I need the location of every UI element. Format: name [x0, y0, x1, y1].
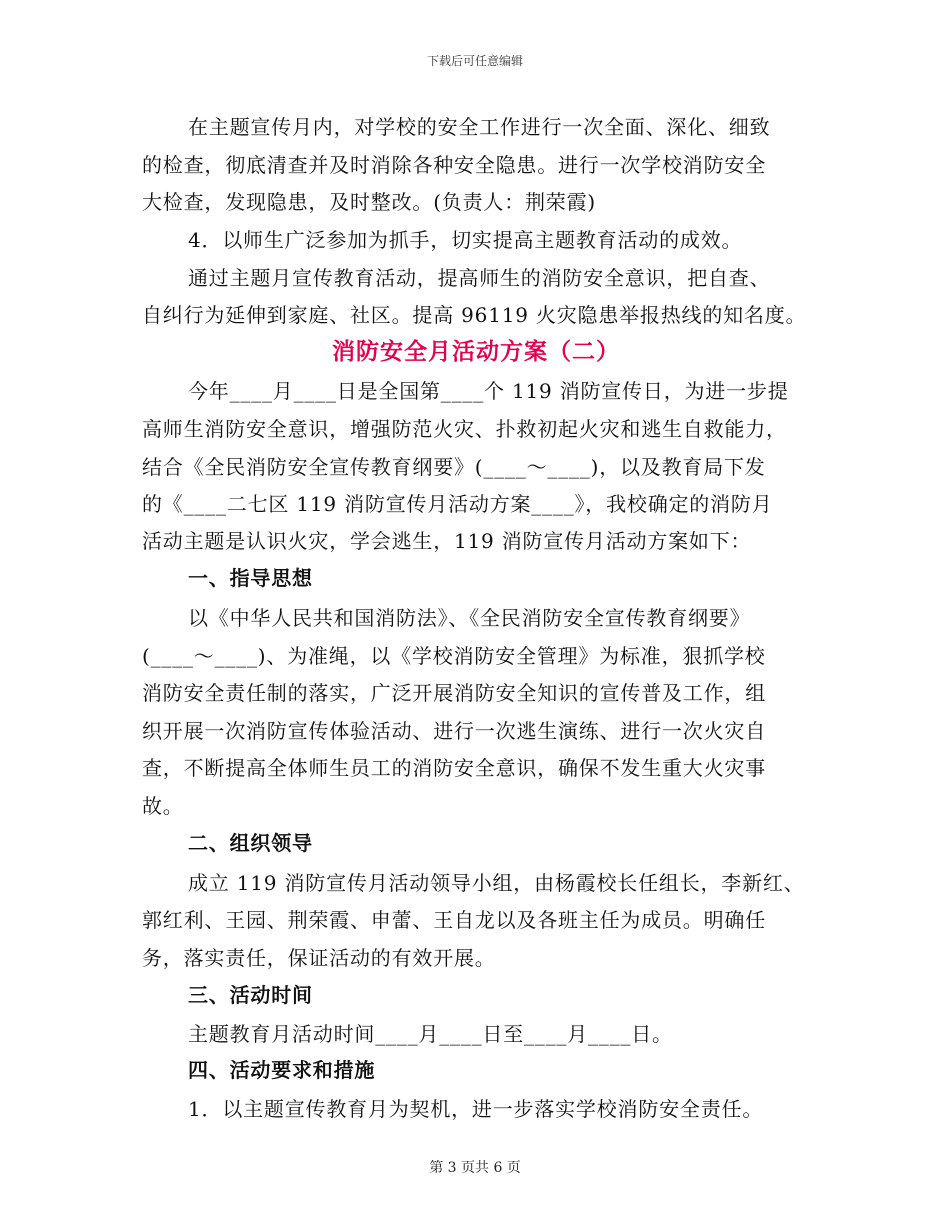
paragraph-line: 大检查，发现隐患，及时整改。(负责人：荆荣霞)	[142, 190, 597, 214]
paragraph-line: 务，落实责任，保证活动的有效开展。	[142, 946, 496, 970]
paragraph-line: 活动主题是认识火灾，学会逃生，119 消防宣传月活动方案如下：	[142, 529, 752, 553]
paragraph-line: 成立 119 消防宣传月活动领导小组，由杨霞校长任组长，李新红、	[188, 871, 805, 895]
paragraph-line: 的检查，彻底清查并及时消除各种安全隐患。进行一次学校消防安全	[142, 153, 766, 177]
paragraph-line: 以《中华人民共和国消防法》、《全民消防安全宣传教育纲要》	[188, 606, 751, 630]
paragraph-line: 自纠行为延伸到家庭、社区。提高 96119 火灾隐患举报热线的知名度。	[142, 303, 807, 327]
paragraph-line: 在主题宣传月内，对学校的安全工作进行一次全面、深化、细致	[188, 115, 771, 139]
paragraph-line: 织开展一次消防宣传体验活动、进行一次逃生演练、进行一次火灾自	[142, 719, 766, 743]
paragraph-line: 4．以师生广泛参加为抓手，切实提高主题教育活动的成效。	[188, 228, 743, 252]
heading-organization: 二、组织领导	[188, 831, 313, 855]
paragraph-line: 1．以主题宣传教育月为契机，进一步落实学校消防安全责任。	[188, 1097, 764, 1121]
heading-requirements: 四、活动要求和措施	[188, 1058, 376, 1082]
page-header: 下载后可任意编辑	[426, 54, 523, 68]
heading-activity-time: 三、活动时间	[188, 983, 313, 1007]
paragraph-line: 的《____二七区 119 消防宣传月活动方案____》，我校确定的消防月	[142, 492, 773, 516]
paragraph-line: 通过主题月宣传教育活动，提高师生的消防安全意识，把自查、	[188, 266, 771, 290]
paragraph-line: (____～____)、为准绳，以《学校消防安全管理》为标准，狠抓学校	[142, 644, 766, 668]
paragraph-line: 主题教育月活动时间____月____日至____月____日。	[188, 1022, 673, 1046]
page-footer: 第 3 页共 6 页	[429, 1160, 521, 1176]
paragraph-line: 查，不断提高全体师生员工的消防安全意识，确保不发生重大火灾事	[142, 756, 766, 780]
section-title: 消防安全月活动方案（二）	[332, 339, 620, 365]
paragraph-line: 高师生消防安全意识，增强防范火灾、扑救初起火灾和逃生自救能力，	[142, 417, 787, 441]
paragraph-line: 结合《全民消防安全宣传教育纲要》(____～____)，以及教育局下发	[142, 455, 766, 479]
heading-guiding-ideology: 一、指导思想	[188, 566, 313, 590]
paragraph-line: 消防安全责任制的落实，广泛开展消防安全知识的宣传普及工作，组	[142, 681, 766, 705]
paragraph-line: 今年____月____日是全国第____个 119 消防宣传日，为进一步提	[188, 379, 789, 403]
paragraph-line: 郭红利、王园、荆荣霞、申蕾、王自龙以及各班主任为成员。明确任	[142, 908, 766, 932]
paragraph-line: 故。	[142, 794, 184, 818]
